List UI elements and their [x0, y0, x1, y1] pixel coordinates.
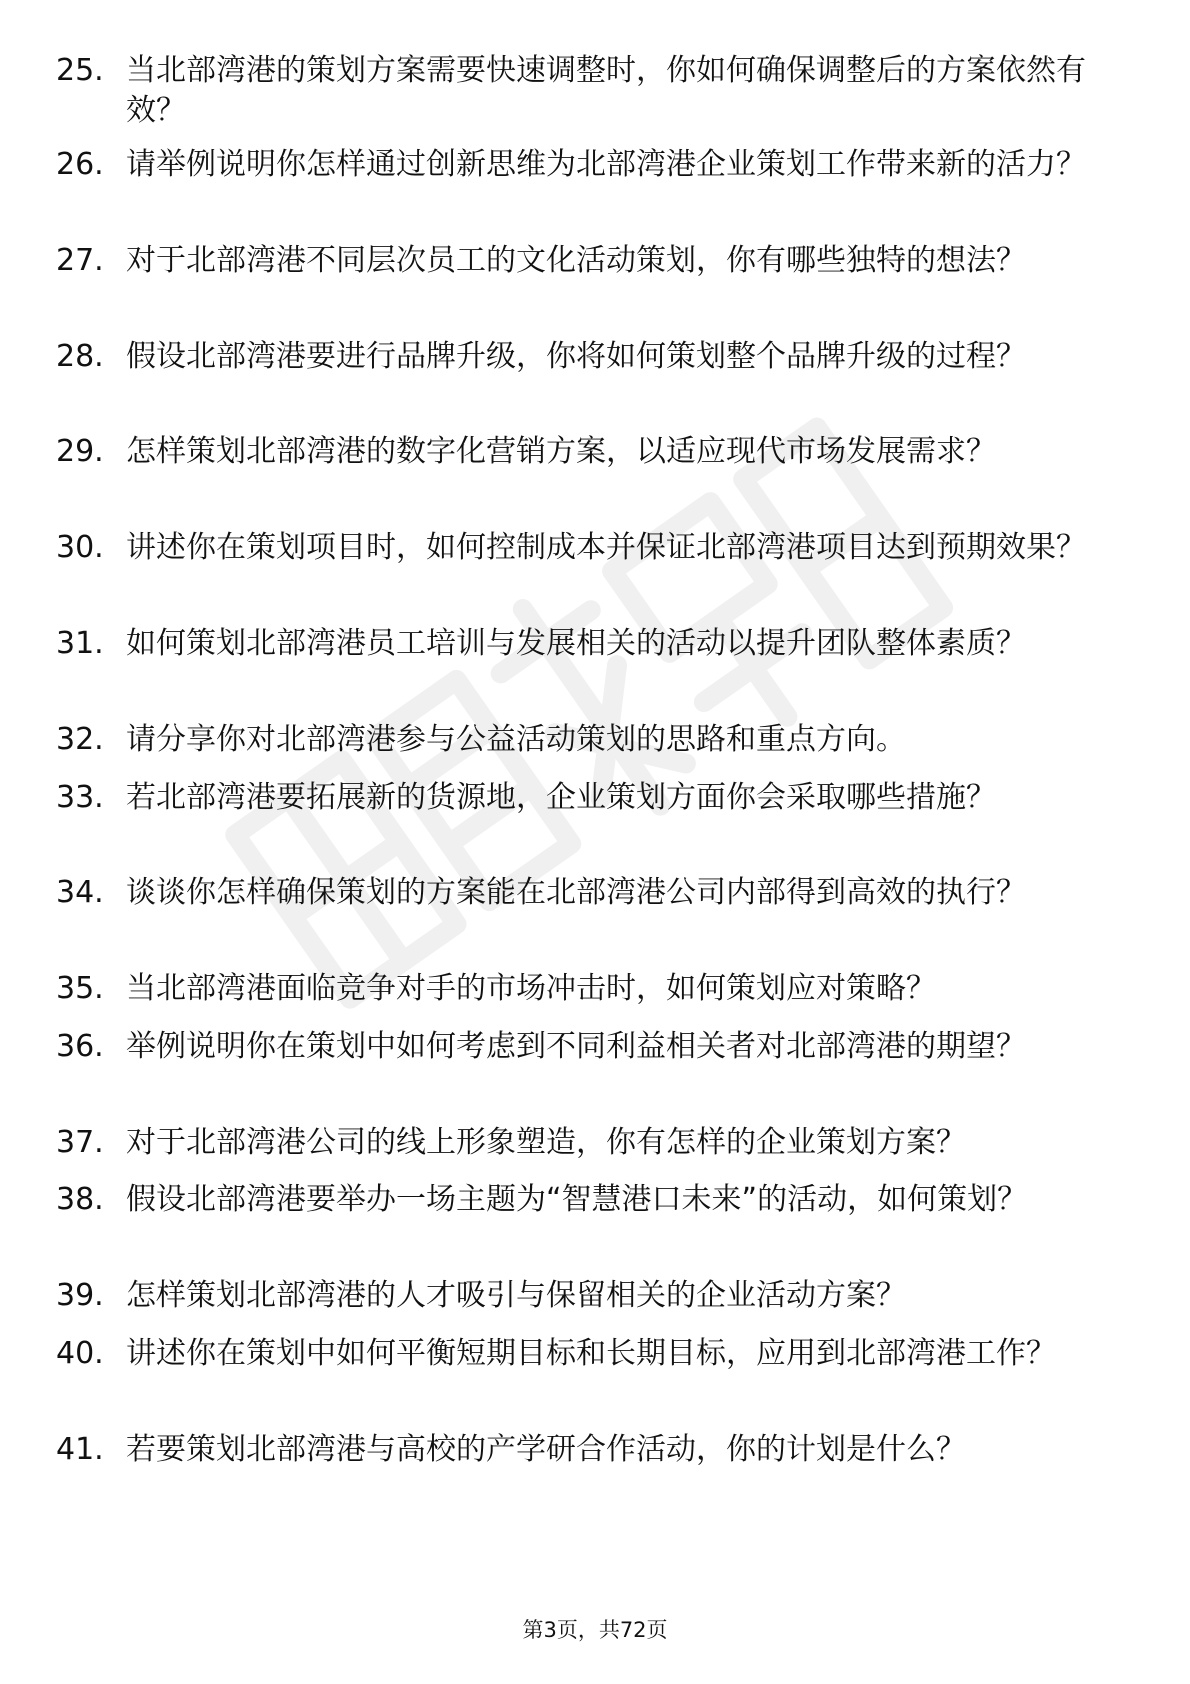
- question-text: 讲述你在策划中如何平衡短期目标和长期目标，应用到北部湾港工作？: [126, 1336, 1056, 1371]
- question-text: 讲述你在策划项目时，如何控制成本并保证北部湾港项目达到预期效果？: [126, 530, 1086, 565]
- question-number: 34.: [56, 875, 104, 910]
- question-text: 谈谈你怎样确保策划的方案能在北部湾港公司内部得到高效的执行？: [126, 875, 1026, 910]
- question-text: 对于北部湾港不同层次员工的文化活动策划，你有哪些独特的想法？: [126, 243, 1026, 278]
- question-number: 33.: [56, 780, 104, 815]
- question-number: 39.: [56, 1278, 104, 1313]
- question-number: 40.: [56, 1336, 104, 1371]
- question-number: 37.: [56, 1125, 104, 1160]
- question-number: 29.: [56, 434, 104, 469]
- question-number: 31.: [56, 626, 104, 661]
- question-text: 怎样策划北部湾港的数字化营销方案，以适应现代市场发展需求？: [126, 434, 996, 469]
- question-text: 假设北部湾港要举办一场主题为“智慧港口未来”的活动，如何策划？: [126, 1182, 1028, 1217]
- question-text: 假设北部湾港要进行品牌升级，你将如何策划整个品牌升级的过程？: [126, 339, 1026, 374]
- question-text: 如何策划北部湾港员工培训与发展相关的活动以提升团队整体素质？: [126, 626, 1026, 661]
- page-number: 第3页，共72页: [522, 1618, 668, 1642]
- question-number: 30.: [56, 530, 104, 565]
- question-text: 举例说明你在策划中如何考虑到不同利益相关者对北部湾港的期望？: [126, 1029, 1026, 1064]
- question-text: 对于北部湾港公司的线上形象塑造，你有怎样的企业策划方案？: [126, 1125, 966, 1160]
- question-text: 若要策划北部湾港与高校的产学研合作活动，你的计划是什么？: [126, 1432, 966, 1467]
- question-number: 32.: [56, 722, 104, 757]
- question-number: 26.: [56, 147, 104, 182]
- question-number: 41.: [56, 1432, 104, 1467]
- question-number: 27.: [56, 243, 104, 278]
- question-number: 28.: [56, 339, 104, 374]
- question-text: 若北部湾港要拓展新的货源地，企业策划方面你会采取哪些措施？: [126, 780, 996, 815]
- question-text: 当北部湾港面临竞争对手的市场冲击时，如何策划应对策略？: [126, 971, 936, 1006]
- question-number: 35.: [56, 971, 104, 1006]
- question-number: 36.: [56, 1029, 104, 1064]
- question-text: 请举例说明你怎样通过创新思维为北部湾港企业策划工作带来新的活力？: [126, 147, 1086, 182]
- question-number: 25.: [56, 53, 104, 88]
- question-text: 当北部湾港的策划方案需要快速调整时，你如何确保调整后的方案依然有效？: [126, 53, 1086, 128]
- question-text: 请分享你对北部湾港参与公益活动策划的思路和重点方向。: [126, 722, 906, 757]
- question-number: 38.: [56, 1182, 104, 1217]
- question-text: 怎样策划北部湾港的人才吸引与保留相关的企业活动方案？: [126, 1278, 906, 1313]
